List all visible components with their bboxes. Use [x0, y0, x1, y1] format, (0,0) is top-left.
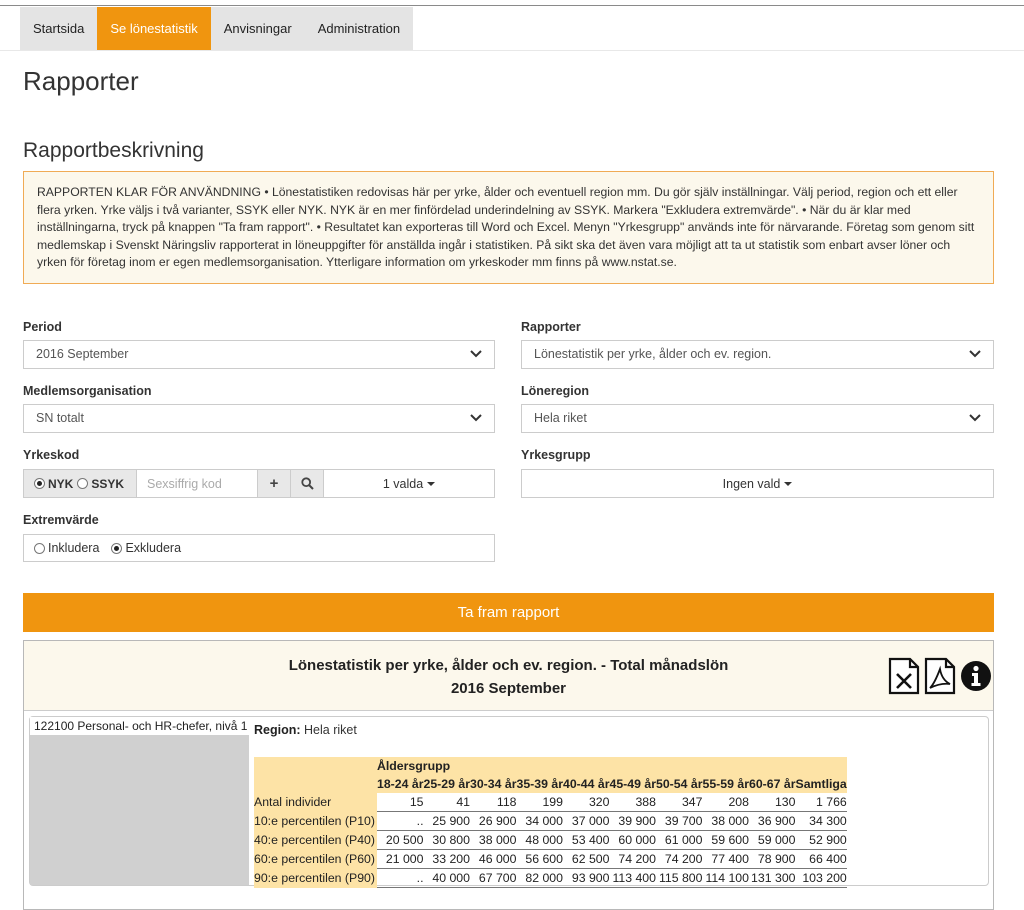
extremvarde-radios [23, 534, 495, 562]
radio-checked-icon [111, 543, 122, 554]
table-row-label: 10:e percentilen (P10) [254, 812, 377, 831]
table-cell: 53 400 [563, 831, 610, 850]
table-cell: 114 100 [703, 869, 750, 888]
medlemsorganisation-value: SN totalt [36, 411, 84, 425]
generate-report-button[interactable]: Ta fram rapport [23, 593, 994, 632]
code-type-radios [23, 469, 136, 498]
chevron-down-icon [470, 414, 482, 422]
radio-ssyk[interactable] [77, 477, 124, 491]
table-column-header: 60-67 år [749, 777, 796, 791]
table-cell: 59 600 [703, 831, 750, 850]
table-cell: 199 [517, 793, 564, 812]
chevron-down-icon [969, 414, 981, 422]
radio-exkludera-label: Exkludera [125, 541, 182, 555]
rapporter-select[interactable] [521, 340, 994, 369]
region-info [254, 723, 357, 737]
salary-stats-table [254, 757, 847, 888]
table-row [254, 831, 847, 850]
table-cell: 59 000 [749, 831, 796, 850]
report-actions [888, 657, 992, 695]
period-label: Period [23, 320, 62, 334]
table-cell: 25 900 [424, 812, 471, 831]
nav-item-startsida[interactable]: Startsida [33, 21, 85, 36]
table-cell: 115 800 [656, 869, 703, 888]
table-column-header: 40-44 år [563, 777, 610, 791]
table-cell: 320 [563, 793, 610, 812]
radio-unchecked-icon [77, 478, 88, 489]
add-code-button[interactable] [258, 469, 291, 498]
table-row-label: 40:e percentilen (P40) [254, 831, 377, 850]
report-title-line2: 2016 September [450, 680, 567, 697]
table-cell: 34 000 [517, 812, 564, 831]
table-cell: 78 900 [749, 850, 796, 869]
table-corner-cell [254, 775, 377, 793]
yrkesgrupp-value: Ingen vald [722, 476, 781, 491]
table-row [254, 793, 847, 812]
info-icon[interactable] [960, 660, 992, 692]
table-cell: 103 200 [796, 869, 847, 888]
table-cell: 118 [470, 793, 517, 812]
table-group-header-row [254, 757, 847, 775]
nav-item-se-lonestatistik[interactable]: Se lönestatistik [97, 7, 210, 50]
yrkesgrupp-dropdown[interactable] [521, 469, 994, 498]
region-value: Hela riket [304, 723, 357, 737]
table-cell: 48 000 [517, 831, 564, 850]
table-cell: .. [377, 812, 424, 831]
caret-down-icon [784, 482, 792, 486]
chevron-down-icon [969, 350, 981, 358]
report-title-line1: Lönestatistik per yrke, ålder och ev. region. - Total månadslön [288, 657, 729, 674]
table-cell: 62 500 [563, 850, 610, 869]
table-cell: 36 900 [749, 812, 796, 831]
table-cell: 56 600 [517, 850, 564, 869]
table-cell: 66 400 [796, 850, 847, 869]
pdf-export-icon[interactable] [924, 657, 956, 695]
table-cell: 130 [749, 793, 796, 812]
table-cell: 82 000 [517, 869, 564, 888]
table-cell: 33 200 [424, 850, 471, 869]
extremvarde-label: Extremvärde [23, 513, 99, 527]
table-column-header: 45-49 år [609, 777, 656, 791]
table-cell: 113 400 [610, 869, 657, 888]
yrkesgrupp-label: Yrkesgrupp [521, 448, 591, 462]
occupation-list[interactable] [30, 717, 249, 885]
table-column-header: 30-34 år [470, 777, 517, 791]
table-cell: 347 [656, 793, 703, 812]
radio-checked-icon [34, 478, 45, 489]
table-group-header: Åldersgrupp [377, 757, 847, 775]
search-icon [301, 477, 314, 490]
table-cell: 60 000 [610, 831, 657, 850]
yrkeskod-group [23, 469, 495, 498]
table-cell: 131 300 [749, 869, 796, 888]
caret-down-icon [427, 482, 435, 486]
table-cell: 52 900 [796, 831, 847, 850]
table-cell: 61 000 [656, 831, 703, 850]
table-row-label: 90:e percentilen (P90) [254, 869, 377, 888]
radio-unchecked-icon [34, 543, 45, 554]
table-cell: 46 000 [470, 850, 517, 869]
region-label: Region: [254, 723, 301, 737]
yrkeskod-label: Yrkeskod [23, 448, 80, 462]
radio-nyk[interactable] [34, 477, 73, 491]
plus-icon: + [269, 475, 279, 492]
selected-codes-label: 1 valda [382, 476, 424, 491]
table-row [254, 812, 847, 831]
table-cell: 21 000 [377, 850, 424, 869]
radio-exkludera[interactable] [111, 541, 181, 555]
loneregion-value: Hela riket [534, 411, 587, 425]
table-header-row [254, 775, 847, 793]
radio-inkludera[interactable] [34, 541, 99, 555]
radio-nyk-label: NYK [48, 476, 74, 491]
table-column-header: Samtliga [795, 777, 847, 791]
table-cell: 37 000 [563, 812, 610, 831]
loneregion-select[interactable] [521, 404, 994, 433]
main-nav [20, 7, 413, 50]
table-cell: 74 200 [656, 850, 703, 869]
table-cell: 388 [610, 793, 657, 812]
medlemsorganisation-label: Medlemsorganisation [23, 384, 152, 398]
table-cell: 38 000 [703, 812, 750, 831]
section-title: Rapportbeskrivning [23, 139, 204, 162]
period-select[interactable] [23, 340, 495, 369]
table-cell: 15 [377, 793, 424, 812]
search-code-button[interactable] [291, 469, 324, 498]
table-cell: 38 000 [470, 831, 517, 850]
rapporter-value: Lönestatistik per yrke, ålder och ev. region. [534, 347, 772, 361]
chevron-down-icon [470, 350, 482, 358]
rapporter-label: Rapporter [521, 320, 581, 334]
report-result [29, 716, 989, 886]
table-cell: 208 [703, 793, 750, 812]
table-column-header: 18-24 år [377, 777, 424, 791]
excel-export-icon[interactable] [888, 657, 920, 695]
selected-codes-dropdown[interactable] [324, 469, 495, 498]
report-description: RAPPORTEN KLAR FÖR ANVÄNDNING • Lönestatistiken redovisas här per yrke, ålder och eventuell region mm. Du gör själv inställningar. Välj period, region och ett eller flera yrken. Yrke väljs i två varianter, SSYK eller NYK. NYK är en mer finfördelad underindelning av SSYK. Markera "Exkludera extremvärde". • När du är klar med inställningarna, tryck på knappen "Ta fram rapport". • Resultatet kan exporteras till Word och Excel. Menyn "Yrkesgrupp" används inte för närvarande. Företag som genom sitt medlemskap i Svenskt Näringsliv rapporterat in löneuppgifter för anställda ingår i statistiken. På sikt ska det även vara möjligt att ta ut statistik som enbart avser löner och yrken för företag inom er egen medlemsorganisation. Ytterligare information om yrkeskoder mm finns på www.nstat.se. [23, 171, 994, 284]
table-row [254, 850, 847, 869]
table-cell: 34 300 [796, 812, 847, 831]
table-row [254, 869, 847, 888]
table-cell: .. [377, 869, 424, 888]
page-title: Rapporter [23, 66, 139, 96]
table-column-header: 50-54 år [656, 777, 703, 791]
table-cell: 39 700 [656, 812, 703, 831]
top-border [0, 5, 1024, 6]
radio-inkludera-label: Inkludera [48, 541, 100, 555]
occupation-list-item[interactable]: 122100 Personal- och HR-chefer, nivå 1 [30, 717, 249, 735]
table-cell: 41 [424, 793, 471, 812]
table-row-label: 60:e percentilen (P60) [254, 850, 377, 869]
table-row-label: Antal individer [254, 793, 377, 812]
table-cell: 39 900 [610, 812, 657, 831]
report-panel [23, 640, 994, 910]
radio-ssyk-label: SSYK [91, 476, 125, 491]
report-title [24, 654, 993, 700]
nav-divider [0, 50, 1024, 51]
report-header [24, 641, 993, 711]
table-corner-cell [254, 757, 377, 775]
nav-item-administration[interactable]: Administration [317, 21, 401, 36]
table-cell: 67 700 [470, 869, 517, 888]
period-value: 2016 September [36, 347, 129, 361]
table-cell: 30 800 [424, 831, 471, 850]
table-column-header: 25-29 år [423, 777, 470, 791]
table-cell: 74 200 [610, 850, 657, 869]
loneregion-label: Löneregion [521, 384, 590, 398]
table-cell: 77 400 [703, 850, 750, 869]
table-cell: 1 766 [796, 793, 847, 812]
table-cell: 20 500 [377, 831, 424, 850]
medlemsorganisation-select[interactable] [23, 404, 495, 433]
occupation-code-input[interactable] [136, 469, 258, 498]
table-column-header: 55-59 år [702, 777, 749, 791]
table-cell: 93 900 [563, 869, 610, 888]
table-column-header: 35-39 år [516, 777, 563, 791]
table-cell: 40 000 [424, 869, 471, 888]
nav-item-anvisningar[interactable]: Anvisningar [223, 21, 292, 36]
table-cell: 26 900 [470, 812, 517, 831]
